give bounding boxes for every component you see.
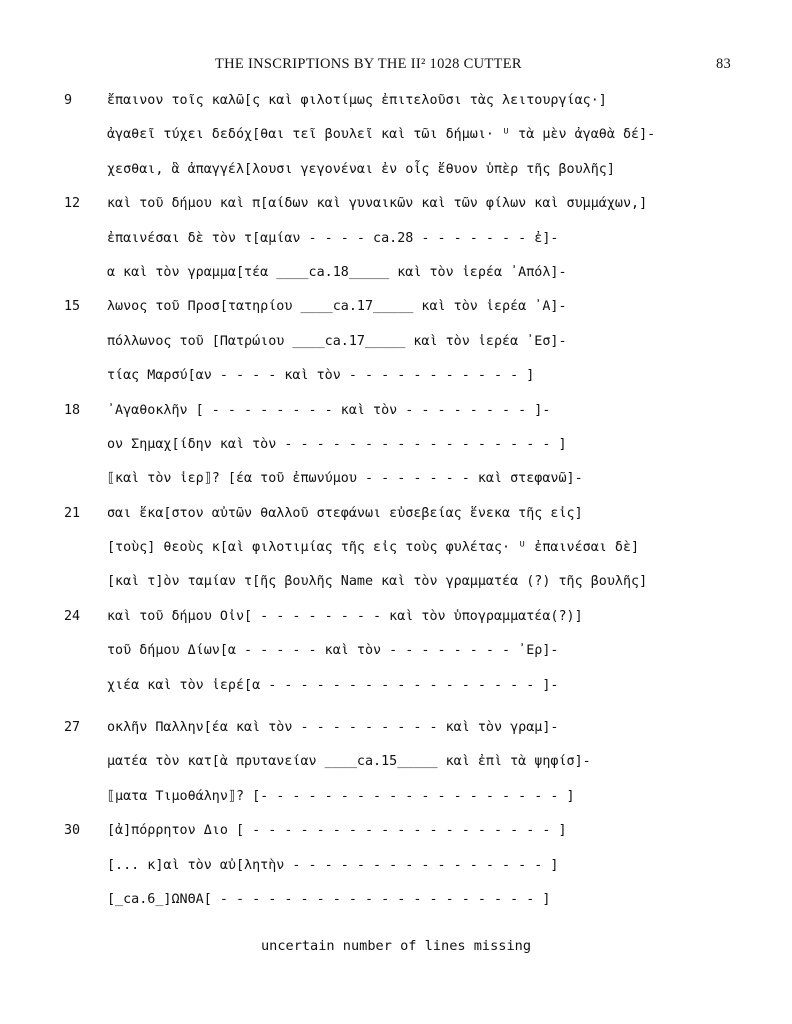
line-text: ⟦καὶ τὸν ἱερ⟧? [έα τοῦ ἐπωνύμου - - - - - - - καὶ στεφανῶ]-: [107, 471, 583, 487]
line-text: χεσθαι, ἃ ἀπαγγέλ[λουσι γεγονέναι ἐν οἷς ἔθυον ὑπὲρ τῆς βουλῆς]: [107, 161, 615, 177]
inscription-line: [0, 299, 792, 333]
inscription-line: [0, 678, 792, 712]
line-text: ἀγαθεῖ τύχει δεδόχ[θαι τεῖ βουλεῖ καὶ τῶι δήμωι· ᵁ τὰ μὲν ἀγαθὰ δέ]-: [107, 127, 656, 143]
line-number: 15: [64, 299, 81, 315]
line-text: [... κ]αὶ τὸν αὐ[λητὴν - - - - - - - - - - - - - - - - ]: [107, 857, 559, 873]
inscription-line: [0, 127, 792, 161]
line-number: 18: [64, 402, 81, 418]
line-number: 30: [64, 823, 81, 839]
line-text: οκλῆν Παλλην[έα καὶ τὸν - - - - - - - - - καὶ τὸν γραμ]-: [107, 720, 559, 736]
line-text: καὶ τοῦ δήμου καὶ π[αίδων καὶ γυναικῶν καὶ τῶν φίλων καὶ συμμάχων,]: [107, 196, 648, 212]
line-text: [τοὺς] θεοὺς κ[αὶ φιλοτιμίας τῆς εἰς τοὺς φυλέτας· ᵁ ἐπαινέσαι δὲ]: [107, 540, 640, 556]
inscription-line: [0, 789, 792, 823]
line-text: ἐπαινέσαι δὲ τὸν τ[αμίαν - - - - ca.28 - - - - - - - ἐ]-: [107, 230, 559, 246]
line-number: 12: [64, 196, 81, 212]
line-text: ἔπαινον τοῖς καλῶ[ς καὶ φιλοτίμως ἐπιτελοῦσι τὰς λειτουργίας·]: [107, 93, 607, 108]
line-text: α καὶ τὸν γραμμα[τέα ____ca.18_____ καὶ τὸν ἱερέα ᾿Απόλ]-: [107, 264, 567, 280]
inscription-line: [0, 643, 792, 677]
inscription-line: [0, 93, 792, 127]
inscription-line: [0, 368, 792, 402]
inscription-line: [0, 609, 792, 643]
line-text: πόλλωνος τοῦ [Πατρώιου ____ca.17_____ καὶ τὸν ἱερέα ᾿Εσ]-: [107, 333, 567, 349]
inscription-line: [0, 231, 792, 265]
inscription-line: [0, 162, 792, 196]
inscription-text: [0, 93, 792, 926]
inscription-line: [0, 334, 792, 368]
page-number: 83: [716, 56, 732, 72]
line-number: 9: [64, 93, 73, 108]
inscription-line: [0, 403, 792, 437]
line-text: [ἀ]πόρρητον Διο [ - - - - - - - - - - - - - - - - - - - ]: [107, 823, 567, 839]
line-text: ⟦ματα Τιμοθάλην⟧? [- - - - - - - - - - - - - - - - - - - ]: [107, 788, 575, 804]
line-text: [καὶ τ]ὸν ταμίαν τ[ῆς βουλῆς Name καὶ τὸν γραμματέα (?) τῆς βουλῆς]: [107, 574, 648, 590]
inscription-line: [0, 574, 792, 608]
line-text: ᾿Αγαθοκλῆν [ - - - - - - - - καὶ τὸν - - - - - - - - ]-: [107, 402, 551, 418]
inscription-line: [0, 471, 792, 505]
inscription-line: [0, 720, 792, 754]
running-head: THE INSCRIPTIONS BY THE II² 1028 CUTTER: [215, 56, 522, 72]
inscription-line: [0, 506, 792, 540]
inscription-line: [0, 265, 792, 299]
line-number: 24: [64, 608, 81, 624]
line-number: 27: [64, 720, 81, 736]
line-text: λωνος τοῦ Προσ[τατηρίου ____ca.17_____ καὶ τὸν ἱερέα ᾿Α]-: [107, 299, 567, 315]
line-text: [_ca.6_]ΩΝΘΑ[ - - - - - - - - - - - - - - - - - - - - ]: [107, 891, 551, 907]
line-text: χιέα καὶ τὸν ἱερέ[α - - - - - - - - - - - - - - - - - ]-: [107, 677, 559, 693]
footer-note: uncertain number of lines missing: [260, 938, 532, 954]
inscription-line: [0, 540, 792, 574]
line-text: τοῦ δήμου Δίων[α - - - - - καὶ τὸν - - - - - - - - ᾿Ερ]-: [107, 643, 559, 659]
inscription-line: [0, 858, 792, 892]
inscription-line: [0, 823, 792, 857]
inscription-line: [0, 892, 792, 926]
line-text: τίας Μαρσύ[αν - - - - καὶ τὸν - - - - - - - - - - - ]: [107, 368, 535, 384]
inscription-line: [0, 196, 792, 230]
line-text: σαι ἕκα[στον αὐτῶν θαλλοῦ στεφάνωι εὐσεβείας ἕνεκα τῆς εἰς]: [107, 505, 583, 521]
line-text: ματέα τὸν κατ[ὰ πρυτανείαν ____ca.15_____ καὶ ἐπὶ τὰ ψηφίσ]-: [107, 754, 591, 770]
line-text: καὶ τοῦ δήμου Οἰν[ - - - - - - - - καὶ τὸν ὑπογραμματέα(?)]: [107, 608, 583, 624]
line-number: 21: [64, 505, 81, 521]
line-text: ον Σημαχ[ίδην καὶ τὸν - - - - - - - - - - - - - - - - - ]: [107, 436, 567, 452]
inscription-line: [0, 754, 792, 788]
inscription-line: [0, 437, 792, 471]
